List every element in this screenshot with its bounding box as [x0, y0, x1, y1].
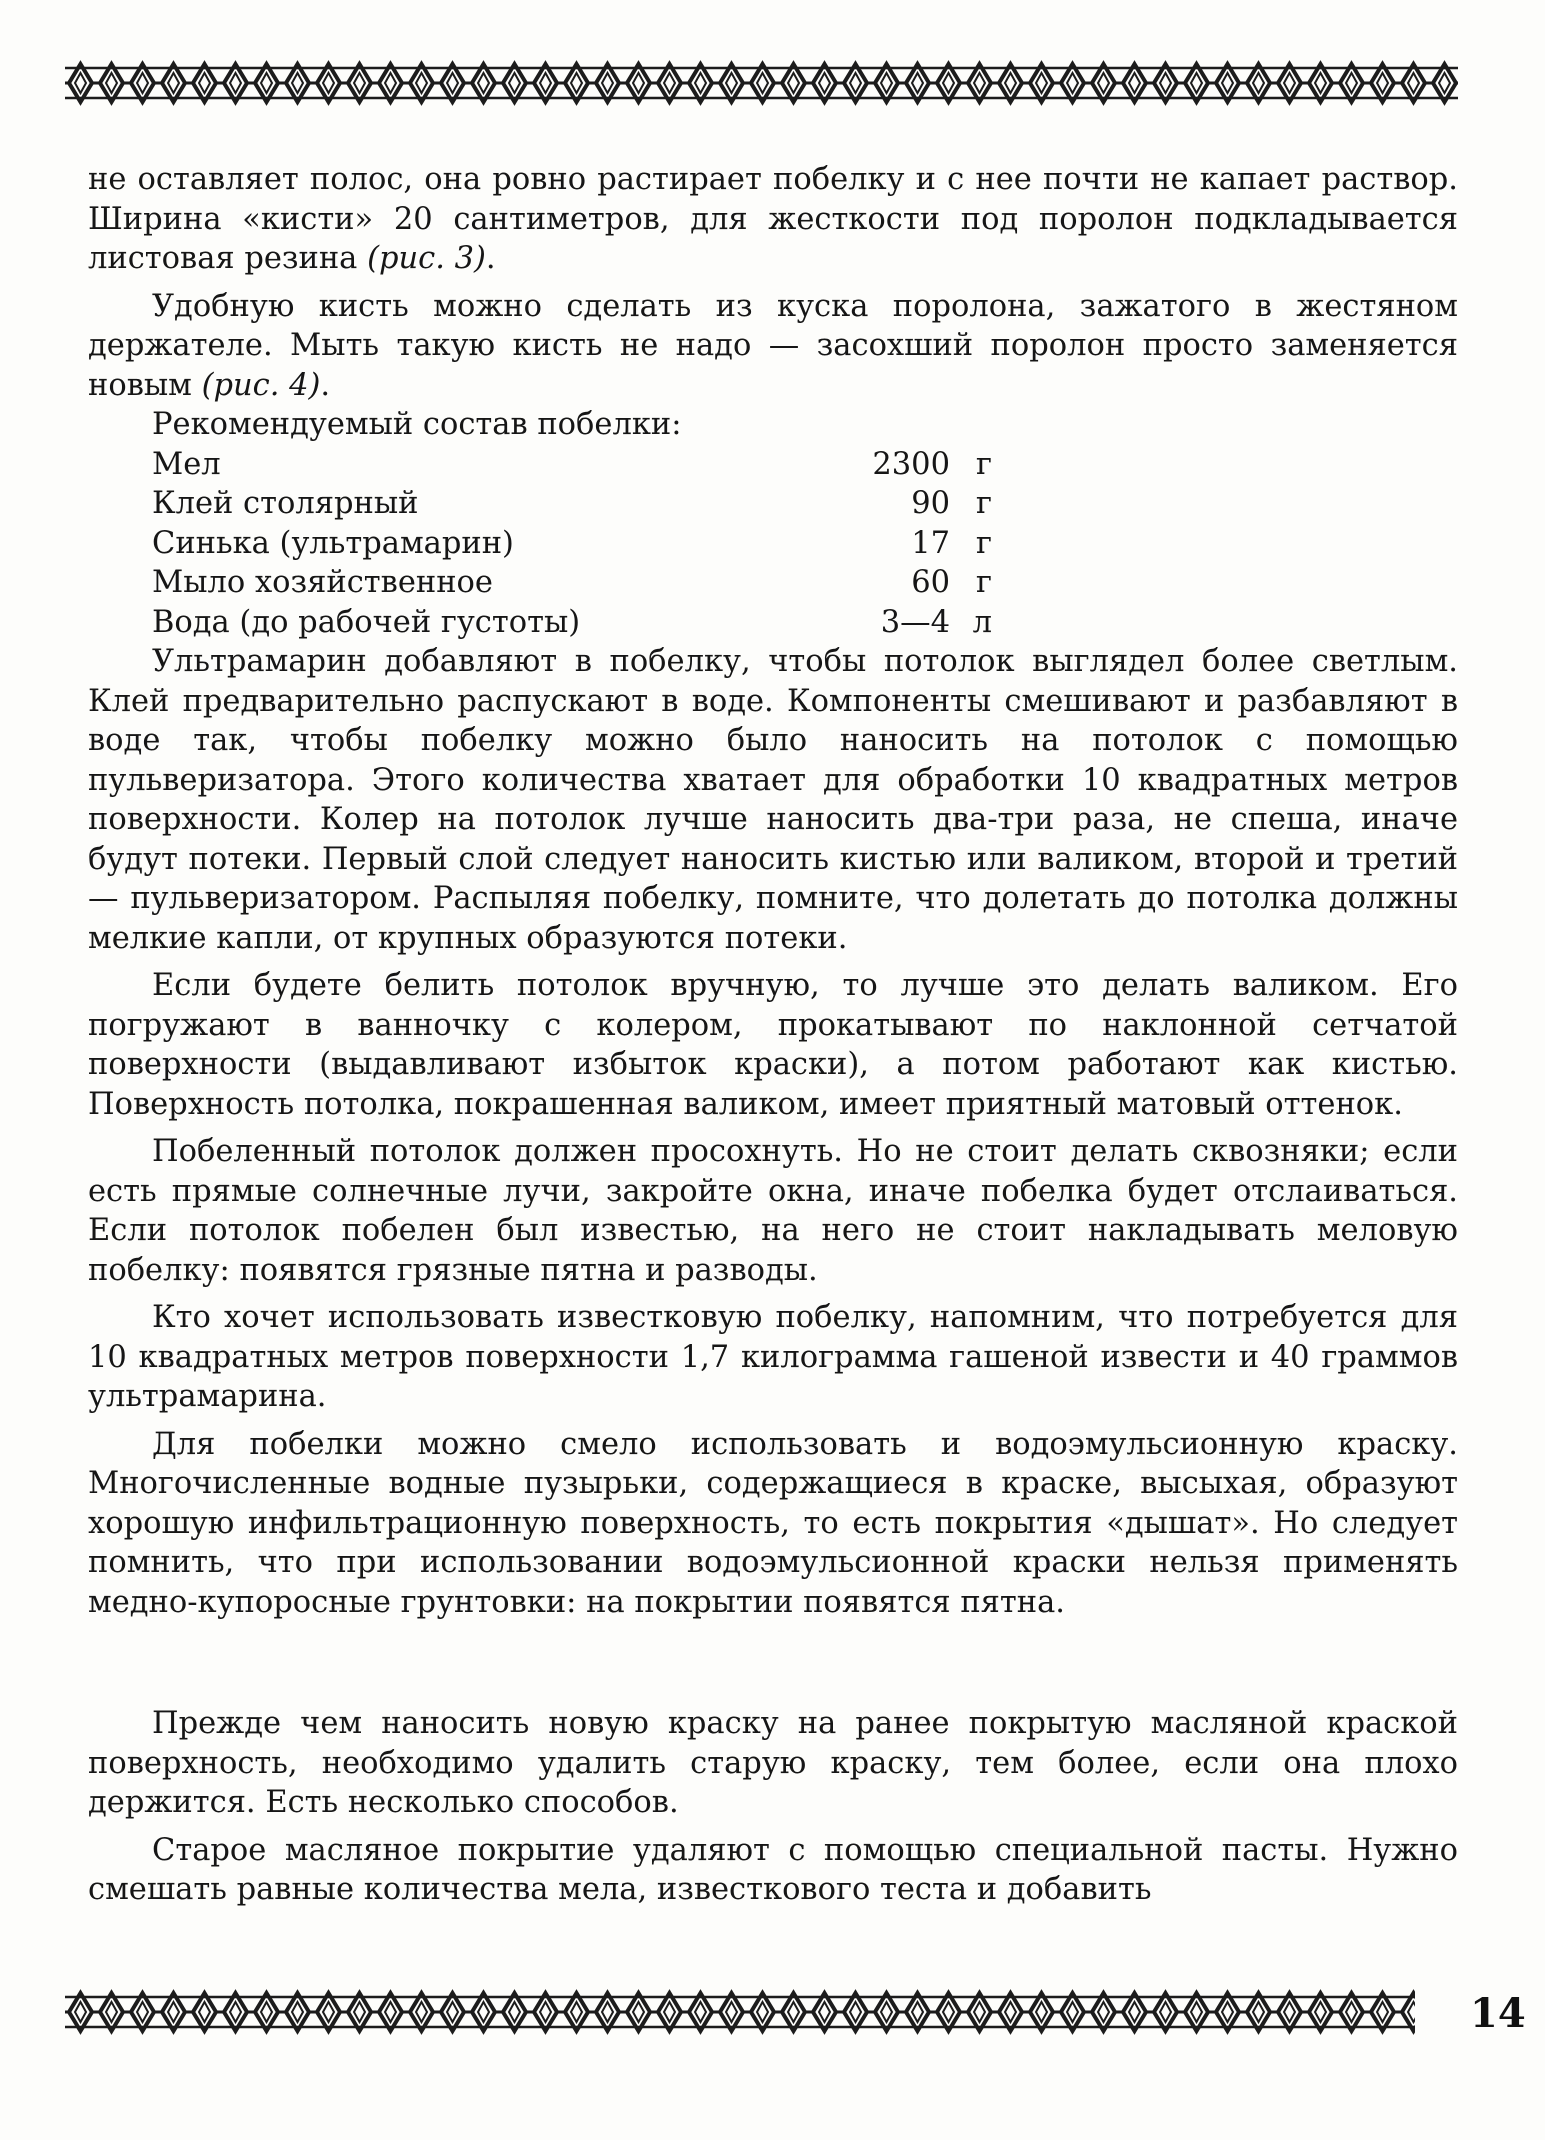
ingredient-name: Мел [152, 446, 221, 482]
ingredient-list [152, 445, 992, 643]
ingredient-name: Мыло хозяйственное [152, 565, 493, 600]
paragraph-9: Старое масляное покрытие удаляют с помощью специальной пасты. Нужно смешать равные количества мела, известкового теста и добавить [88, 1832, 1458, 1907]
ingredient-qty: 90 [911, 486, 950, 521]
decorative-border-bottom [65, 1987, 1415, 2037]
ingredient-qty: 2300 [872, 446, 950, 482]
ingredient-unit: г [976, 486, 992, 521]
decorative-border-top [65, 58, 1458, 108]
paragraph-4: Если будете белить потолок вручную, то лучше это делать валиком. Его погружают в ванночку с колером, прокатывают по наклонной сетчатой поверхности (выдавливают избыток краски), а потом работают как кистью. Поверхность потолка, покрашенная валиком, имеет приятный матовый оттенок. [88, 968, 1458, 1122]
figure-reference: (рис. 3) [367, 241, 486, 276]
ingredient-row [152, 445, 992, 485]
ingredient-row [152, 484, 992, 524]
paragraph-7: Для побелки можно смело использовать и водоэмульсионную краску. Многочисленные водные пузырьки, содержащиеся в краске, высыхая, образуют хорошую инфильтрационную поверхность, то есть покрытия «дышат». Но следует помнить, что при использовании водоэмульсионной краски нельзя применять медно-купоросные грунтовки: на покрытии появятся пятна. [88, 1426, 1458, 1620]
ingredient-unit: г [976, 525, 992, 561]
ingredient-qty: 60 [911, 565, 950, 600]
ingredient-unit: г [976, 565, 992, 600]
page-number: 14 [1470, 1990, 1526, 2037]
ingredient-qty: 3—4 [880, 604, 950, 640]
figure-reference: (рис. 4) [201, 367, 321, 403]
ingredient-name: Вода (до рабочей густоты) [152, 604, 581, 640]
ingredient-row [152, 563, 992, 603]
paragraph-1: не оставляет полос, она ровно растирает побелку и с нее почти не капает раствор. Ширина «кисти» 20 сантиметров, для жесткости под поролон подкладывается листовая резина (рис. 3). [88, 162, 1458, 276]
ingredient-unit: г [976, 446, 992, 482]
recipe-intro: Рекомендуемый состав побелки: [152, 407, 682, 442]
ingredient-name: Синька (ультрамарин) [152, 525, 514, 561]
paragraph-3: Ультрамарин добавляют в побелку, чтобы потолок выглядел более светлым. Клей предварительно распускают в воде. Компоненты смешивают и разбавляют в воде так, чтобы побелку можно было наносить на потолок с помощью пульверизатора. Этого количества хватает для обработки 10 квадратных метров поверхности. Колер на потолок лучше наносить два-три раза, не спеша, иначе будут потеки. Первый слой следует наносить кистью или валиком, второй и третий — пульверизатором. Распыляя побелку, помните, что долетать до потолка должны мелкие капли, от крупных образуются потеки. [88, 644, 1458, 956]
ingredient-row [152, 524, 992, 564]
paragraph-6: Кто хочет использовать известковую побелку, напомним, что потребуется для 10 квадратных метров поверхности 1,7 килограмма гашеной извести и 40 граммов ультрамарина. [88, 1300, 1458, 1414]
page-body [88, 160, 1458, 1910]
ingredient-name: Клей столярный [152, 486, 419, 521]
paragraph-5: Побеленный потолок должен просохнуть. Но не стоит делать сквозняки; если есть прямые солнечные лучи, закройте окна, иначе побелка будет отслаиваться. Если потолок побелен был известью, на него не стоит накладывать меловую побелку: появятся грязные пятна и разводы. [88, 1134, 1458, 1288]
ingredient-unit: л [972, 604, 992, 640]
ingredient-qty: 17 [911, 525, 950, 561]
paragraph-8: Прежде чем наносить новую краску на ранее покрытую масляной краской поверхность, необходимо удалить старую краску, тем более, если она плохо держится. Есть несколько способов. [88, 1706, 1458, 1820]
ingredient-row [152, 603, 992, 643]
paragraph-2: Удобную кисть можно сделать из куска поролона, зажатого в жестяном держателе. Мыть такую кисть не надо — засохший поролон просто заменяется новым (рис. 4). [88, 288, 1458, 403]
